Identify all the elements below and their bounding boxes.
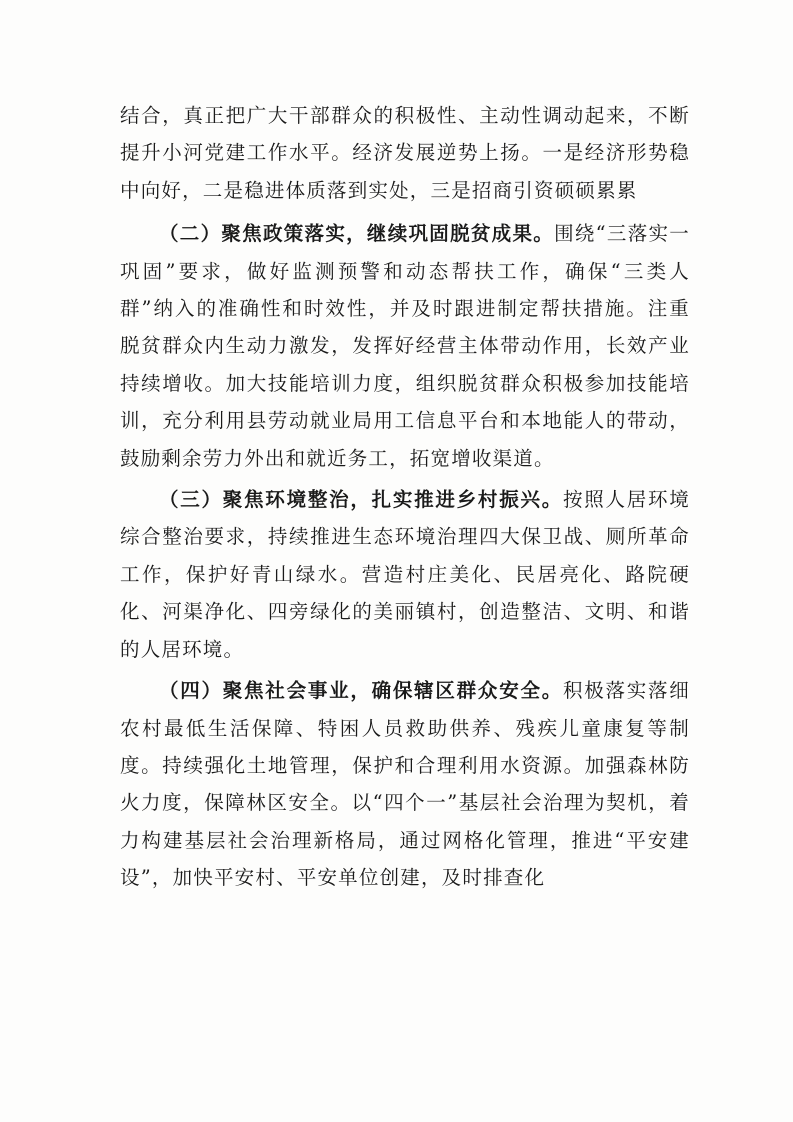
paragraph-text: 按照人居环境综合整治要求，持续推进生态环境治理四大保卫战、厕所革命工作，保护好青山绿水。营造村庄美化、民居亮化、路院硬化、河渠净化、四旁绿化的美丽镇村，创造整洁、文明、和谐的人居环境。 — [120, 488, 690, 661]
section-heading: （二）聚焦政策落实，继续巩固脱贫成果。 — [159, 222, 555, 246]
document-body — [120, 97, 690, 897]
section-heading: （三）聚焦环境整治，扎实推进乡村振兴。 — [159, 488, 563, 512]
section-heading: （四）聚焦社会事业，确保辖区群众安全。 — [159, 679, 563, 703]
paragraph-continuation — [120, 97, 690, 209]
paragraph-poverty-alleviation — [120, 215, 690, 477]
paragraph-text: 积极落实落细农村最低生活保障、特困人员救助供养、残疾儿童康复等制度。持续强化土地管理，保护和合理利用水资源。加强森林防火力度，保障林区安全。以“四个一”基层社会治理为契机，着力构建基层社会治理新格局，通过网格化管理，推进“平安建设”，加快平安村、平安单位创建，及时排查化 — [120, 679, 690, 890]
paragraph-rural-revitalization — [120, 481, 690, 668]
paragraph-social-affairs — [120, 672, 690, 896]
paragraph-text: 结合，真正把广大干部群众的积极性、主动性调动起来，不断提升小河党建工作水平。经济发展逆势上扬。一是经济形势稳中向好，二是稳进体质落到实处，三是招商引资硕硕累累 — [120, 104, 690, 202]
paragraph-text: 围绕“三落实一巩固”要求，做好监测预警和动态帮扶工作，确保“三类人群”纳入的准确性和时效性，并及时跟进制定帮扶措施。注重脱贫群众内生动力激发，发挥好经营主体带动作用，长效产业持续增收。加大技能培训力度，组织脱贫群众积极参加技能培训，充分利用县劳动就业局用工信息平台和本地能人的带动，鼓励剩余劳力外出和就近务工，拓宽增收渠道。 — [120, 222, 690, 470]
